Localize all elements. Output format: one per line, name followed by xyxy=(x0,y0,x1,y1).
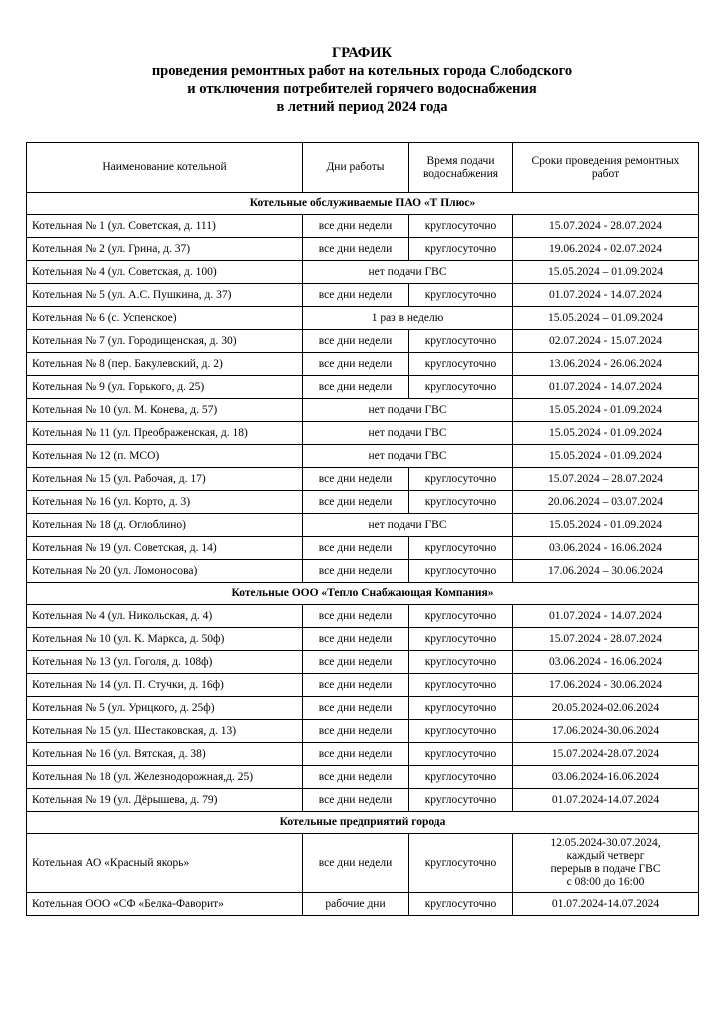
section-row xyxy=(27,583,699,605)
supply-time-cell: круглосуточно xyxy=(409,284,513,307)
table-row xyxy=(27,720,699,743)
work-days-cell: все дни недели xyxy=(303,720,409,743)
table-row xyxy=(27,674,699,697)
section-row xyxy=(27,812,699,834)
repair-period-cell: 15.05.2024 - 01.09.2024 xyxy=(513,445,699,468)
supply-time-cell: круглосуточно xyxy=(409,353,513,376)
repair-period-cell: 15.07.2024 - 28.07.2024 xyxy=(513,215,699,238)
repair-period-cell: 01.07.2024-14.07.2024 xyxy=(513,789,699,812)
supply-time-cell: круглосуточно xyxy=(409,789,513,812)
repair-period-cell: 01.07.2024 - 14.07.2024 xyxy=(513,376,699,399)
boiler-name-cell: Котельная № 16 (ул. Вятская, д. 38) xyxy=(27,743,303,766)
repair-period-cell: 15.05.2024 - 01.09.2024 xyxy=(513,399,699,422)
boiler-name-cell: Котельная № 10 (ул. М. Конева, д. 57) xyxy=(27,399,303,422)
table-row xyxy=(27,330,699,353)
repair-period-cell: 19.06.2024 - 02.07.2024 xyxy=(513,238,699,261)
work-days-cell: все дни недели xyxy=(303,743,409,766)
supply-status-cell: нет подачи ГВС xyxy=(303,399,513,422)
header-repair-period: Сроки проведения ремонтных работ xyxy=(513,143,699,193)
supply-time-cell: круглосуточно xyxy=(409,766,513,789)
supply-status-cell: нет подачи ГВС xyxy=(303,422,513,445)
work-days-cell: все дни недели xyxy=(303,376,409,399)
boiler-name-cell: Котельная № 12 (п. МСО) xyxy=(27,445,303,468)
table-row xyxy=(27,353,699,376)
schedule-table xyxy=(26,142,699,916)
table-row xyxy=(27,834,699,893)
work-days-cell: все дни недели xyxy=(303,215,409,238)
section-title: Котельные предприятий города xyxy=(27,812,699,834)
supply-time-cell: круглосуточно xyxy=(409,238,513,261)
repair-period-line: перерыв в подаче ГВС xyxy=(550,863,661,875)
repair-period-cell: 20.06.2024 – 03.07.2024 xyxy=(513,491,699,514)
repair-period-cell: 17.06.2024 – 30.06.2024 xyxy=(513,560,699,583)
supply-time-cell: круглосуточно xyxy=(409,674,513,697)
table-row xyxy=(27,743,699,766)
boiler-name-cell: Котельная № 16 (ул. Корто, д. 3) xyxy=(27,491,303,514)
boiler-name-cell: Котельная № 2 (ул. Грина, д. 37) xyxy=(27,238,303,261)
table-row xyxy=(27,491,699,514)
table-row xyxy=(27,284,699,307)
table-row xyxy=(27,766,699,789)
section-row xyxy=(27,193,699,215)
repair-period-cell: 02.07.2024 - 15.07.2024 xyxy=(513,330,699,353)
table-row xyxy=(27,468,699,491)
boiler-name-cell: Котельная № 10 (ул. К. Маркса, д. 50ф) xyxy=(27,628,303,651)
boiler-name-cell: Котельная № 1 (ул. Советская, д. 111) xyxy=(27,215,303,238)
table-row xyxy=(27,697,699,720)
supply-time-cell: круглосуточно xyxy=(409,697,513,720)
work-days-cell: все дни недели xyxy=(303,605,409,628)
supply-time-cell: круглосуточно xyxy=(409,605,513,628)
boiler-name-cell: Котельная № 6 (с. Успенское) xyxy=(27,307,303,330)
boiler-name-cell: Котельная № 14 (ул. П. Стучки, д. 16ф) xyxy=(27,674,303,697)
work-days-cell: все дни недели xyxy=(303,834,409,893)
table-row xyxy=(27,422,699,445)
table-row xyxy=(27,261,699,284)
table-row xyxy=(27,307,699,330)
section-title: Котельные обслуживаемые ПАО «Т Плюс» xyxy=(27,193,699,215)
title-line-2: проведения ремонтных работ на котельных города Слободского xyxy=(151,63,573,79)
table-body xyxy=(27,193,699,916)
table-row xyxy=(27,537,699,560)
supply-status-cell: нет подачи ГВС xyxy=(303,514,513,537)
repair-period-cell: 01.07.2024 - 14.07.2024 xyxy=(513,605,699,628)
supply-time-cell: круглосуточно xyxy=(409,215,513,238)
table-header-row xyxy=(27,143,699,193)
table-row xyxy=(27,651,699,674)
section-title: Котельные ООО «Тепло Снабжающая Компания» xyxy=(27,583,699,605)
title-line-1: ГРАФИК xyxy=(331,45,393,61)
supply-time-cell: круглосуточно xyxy=(409,743,513,766)
repair-period-cell: 01.07.2024-14.07.2024 xyxy=(513,893,699,916)
repair-period-cell: 15.05.2024 - 01.09.2024 xyxy=(513,422,699,445)
repair-period-cell: 15.05.2024 – 01.09.2024 xyxy=(513,261,699,284)
boiler-name-cell: Котельная № 9 (ул. Горького, д. 25) xyxy=(27,376,303,399)
table-row xyxy=(27,789,699,812)
repair-period-cell: 15.07.2024-28.07.2024 xyxy=(513,743,699,766)
boiler-name-cell: Котельная № 4 (ул. Советская, д. 100) xyxy=(27,261,303,284)
work-days-cell: все дни недели xyxy=(303,537,409,560)
boiler-name-cell: Котельная № 15 (ул. Шестаковская, д. 13) xyxy=(27,720,303,743)
supply-time-cell: круглосуточно xyxy=(409,893,513,916)
boiler-name-cell: Котельная АО «Красный якорь» xyxy=(27,834,303,893)
boiler-name-cell: Котельная № 18 (ул. Железнодорожная,д. 25) xyxy=(27,766,303,789)
repair-period-cell: 03.06.2024 - 16.06.2024 xyxy=(513,651,699,674)
work-days-cell: все дни недели xyxy=(303,628,409,651)
repair-period-cell: 03.06.2024 - 16.06.2024 xyxy=(513,537,699,560)
repair-period-cell: 15.07.2024 – 28.07.2024 xyxy=(513,468,699,491)
boiler-name-cell: Котельная № 18 (д. Оглоблино) xyxy=(27,514,303,537)
repair-period-cell: 17.06.2024 - 30.06.2024 xyxy=(513,674,699,697)
repair-period-cell: 15.05.2024 - 01.09.2024 xyxy=(513,514,699,537)
supply-status-cell: нет подачи ГВС xyxy=(303,445,513,468)
supply-time-cell: круглосуточно xyxy=(409,330,513,353)
table-row xyxy=(27,893,699,916)
table-row xyxy=(27,399,699,422)
title-line-4: в летний период 2024 года xyxy=(276,99,448,115)
work-days-cell: все дни недели xyxy=(303,353,409,376)
supply-time-cell: круглосуточно xyxy=(409,376,513,399)
supply-time-cell: круглосуточно xyxy=(409,560,513,583)
boiler-name-cell: Котельная № 5 (ул. А.С. Пушкина, д. 37) xyxy=(27,284,303,307)
table-row xyxy=(27,215,699,238)
work-days-cell: все дни недели xyxy=(303,766,409,789)
boiler-name-cell: Котельная № 8 (пер. Бакулевский, д. 2) xyxy=(27,353,303,376)
boiler-name-cell: Котельная № 11 (ул. Преображенская, д. 18) xyxy=(27,422,303,445)
repair-period-cell: 15.07.2024 - 28.07.2024 xyxy=(513,628,699,651)
boiler-name-cell: Котельная № 19 (ул. Советская, д. 14) xyxy=(27,537,303,560)
work-days-cell: все дни недели xyxy=(303,560,409,583)
repair-period-cell: 03.06.2024-16.06.2024 xyxy=(513,766,699,789)
repair-period-line: каждый четверг xyxy=(566,850,645,862)
table-row xyxy=(27,238,699,261)
boiler-name-cell: Котельная № 5 (ул. Урицкого, д. 25ф) xyxy=(27,697,303,720)
repair-period-cell: 20.05.2024-02.06.2024 xyxy=(513,697,699,720)
header-work-days: Дни работы xyxy=(303,143,409,193)
boiler-name-cell: Котельная № 15 (ул. Рабочая, д. 17) xyxy=(27,468,303,491)
supply-time-cell: круглосуточно xyxy=(409,651,513,674)
table-row xyxy=(27,514,699,537)
boiler-name-cell: Котельная № 4 (ул. Никольская, д. 4) xyxy=(27,605,303,628)
boiler-name-cell: Котельная № 19 (ул. Дёрышева, д. 79) xyxy=(27,789,303,812)
title-line-3: и отключения потребителей горячего водоснабжения xyxy=(187,81,537,97)
repair-period-line: с 08:00 до 16:00 xyxy=(566,876,645,888)
repair-period-line: 12.05.2024-30.07.2024, xyxy=(550,837,661,849)
repair-period-cell: 13.06.2024 - 26.06.2024 xyxy=(513,353,699,376)
work-days-cell: все дни недели xyxy=(303,697,409,720)
repair-period-cell: 15.05.2024 – 01.09.2024 xyxy=(513,307,699,330)
table-row xyxy=(27,560,699,583)
work-days-cell: все дни недели xyxy=(303,468,409,491)
repair-period-cell: 01.07.2024 - 14.07.2024 xyxy=(513,284,699,307)
repair-period-cell: 17.06.2024-30.06.2024 xyxy=(513,720,699,743)
table-row xyxy=(27,628,699,651)
supply-time-cell: круглосуточно xyxy=(409,628,513,651)
work-days-cell: все дни недели xyxy=(303,284,409,307)
header-boiler-name: Наименование котельной xyxy=(27,143,303,193)
supply-status-cell: 1 раз в неделю xyxy=(303,307,513,330)
work-days-cell: все дни недели xyxy=(303,238,409,261)
supply-time-cell: круглосуточно xyxy=(409,468,513,491)
work-days-cell: рабочие дни xyxy=(303,893,409,916)
table-row xyxy=(27,376,699,399)
boiler-name-cell: Котельная № 20 (ул. Ломоносова) xyxy=(27,560,303,583)
header-supply-time: Время подачи водоснабжения xyxy=(409,143,513,193)
work-days-cell: все дни недели xyxy=(303,674,409,697)
table-row xyxy=(27,445,699,468)
repair-period-cell xyxy=(513,834,699,893)
supply-time-cell: круглосуточно xyxy=(409,537,513,560)
boiler-name-cell: Котельная ООО «СФ «Белка-Фаворит» xyxy=(27,893,303,916)
work-days-cell: все дни недели xyxy=(303,789,409,812)
work-days-cell: все дни недели xyxy=(303,491,409,514)
supply-time-cell: круглосуточно xyxy=(409,834,513,893)
boiler-name-cell: Котельная № 7 (ул. Городищенская, д. 30) xyxy=(27,330,303,353)
work-days-cell: все дни недели xyxy=(303,651,409,674)
table-row xyxy=(27,605,699,628)
work-days-cell: все дни недели xyxy=(303,330,409,353)
supply-time-cell: круглосуточно xyxy=(409,720,513,743)
supply-status-cell: нет подачи ГВС xyxy=(303,261,513,284)
supply-time-cell: круглосуточно xyxy=(409,491,513,514)
document-title xyxy=(0,44,724,116)
boiler-name-cell: Котельная № 13 (ул. Гоголя, д. 108ф) xyxy=(27,651,303,674)
